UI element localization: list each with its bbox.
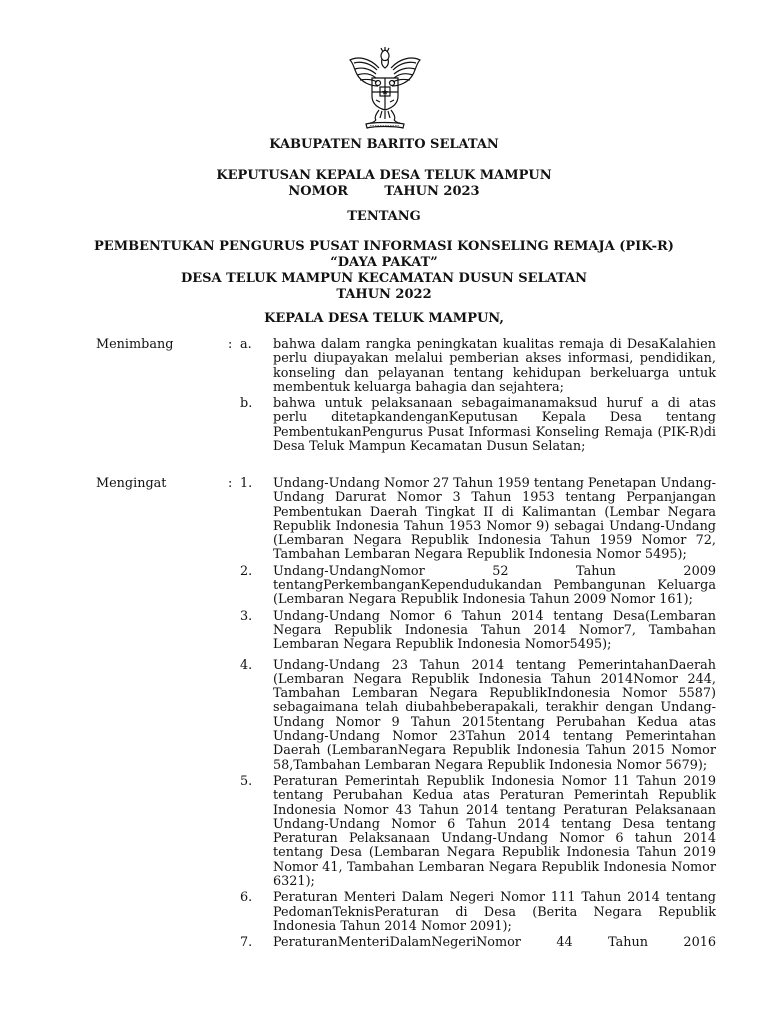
garuda-emblem-icon bbox=[346, 46, 424, 132]
mengingat-item-1 bbox=[96, 477, 716, 563]
menimbang-item-b bbox=[96, 397, 716, 454]
item-marker: 6. bbox=[240, 890, 253, 906]
mengingat-item-7 bbox=[96, 936, 716, 950]
mengingat-colon: : bbox=[228, 476, 233, 491]
decree-heading bbox=[0, 168, 768, 200]
item-marker: 1. bbox=[240, 476, 253, 491]
subject-line-4: TAHUN 2022 bbox=[336, 287, 432, 302]
menimbang-colon: : bbox=[228, 337, 233, 352]
mengingat-item-2 bbox=[96, 565, 716, 608]
item-text: Peraturan Menteri Dalam Negeri Nomor 111 Tahun 2014 tentang PedomanTeknisPeraturan di Desa (Berita Negara Republik Indonesia Tahun 2014 Nomor 2091); bbox=[273, 890, 716, 934]
subject-line-1: PEMBENTUKAN PENGURUS PUSAT INFORMASI KONSELING REMAJA (PIK-R) bbox=[94, 239, 674, 254]
item-text: Peraturan Pemerintah Republik Indonesia Nomor 11 Tahun 2019 tentang Perubahan Kedua atas Peraturan Pemerintah Republik Indonesia Nomor 43 Tahun 2014 tentang Peraturan Pelaksanaan Undang-Undang Nomor 6 Tahun 2014 tentang Desa tentang Peraturan Pelaksanaan Undang-Undang Nomor 6 tahun 2014 tentang Desa (Lembaran Negara Republik Indonesia Tahun 2019 Nomor 41, Tambahan Lembaran Negara Republik Indonesia Nomor 6321); bbox=[273, 773, 716, 890]
item-marker: 3. bbox=[240, 608, 253, 624]
item-marker: a. bbox=[240, 337, 252, 352]
mengingat-item-5 bbox=[96, 775, 716, 889]
mengingat-section bbox=[96, 477, 716, 953]
subject-line-2: “DAYA PAKAT” bbox=[330, 255, 438, 270]
mengingat-item-6 bbox=[96, 891, 716, 934]
menimbang-label: Menimbang bbox=[96, 337, 174, 352]
menimbang-item-a bbox=[96, 338, 716, 395]
menimbang-section bbox=[96, 338, 716, 456]
item-marker: 4. bbox=[240, 657, 253, 673]
decree-title: KEPUTUSAN KEPALA DESA TELUK MAMPUN bbox=[216, 168, 552, 183]
mengingat-item-4 bbox=[96, 659, 716, 773]
item-text: bahwa untuk pelaksanaan sebagaimanamaksud huruf a di atas perlu ditetapkandenganKeputusan Kepala Desa tentang PembentukanPengurus Pusat Informasi Konseling Remaja (PIK-R)di Desa Teluk Mampun Kecamatan Dusun Selatan; bbox=[273, 396, 716, 455]
item-text: Undang-Undang 23 Tahun 2014 tentang PemerintahanDaerah (Lembaran Negara Republik Indonesia Tahun 2014Nomor 244, Tambahan Lembaran Negara RepublikIndonesia Nomor 5587) sebagaimana telah diubahbeberapakali, terakhir dengan Undang-Undang Nomor 9 Tahun 2015tentang Perubahan Kedua atas Undang-Undang Nomor 23Tahun 2014 tentang Pemerintahan Daerah (LembaranNegara Republik Indonesia Tahun 2015 Nomor 58,Tambahan Lembaran Negara Republik Indonesia Nomor 5679); bbox=[273, 657, 716, 773]
item-text: PeraturanMenteriDalamNegeriNomor 44 Tahun 2016 bbox=[273, 935, 716, 951]
subject-heading bbox=[0, 239, 768, 303]
decree-number: NOMOR TAHUN 2023 bbox=[288, 184, 480, 199]
mengingat-label: Mengingat bbox=[96, 476, 167, 491]
subject-line-3: DESA TELUK MAMPUN KECAMATAN DUSUN SELATAN bbox=[180, 271, 588, 286]
region-heading: KABUPATEN BARITO SELATAN bbox=[269, 137, 499, 152]
item-marker: b. bbox=[240, 396, 253, 412]
item-text: bahwa dalam rangka peningkatan kualitas remaja di DesaKalahien perlu diupayakan melalui pemberian akses informasi, pendidikan, konseling dan pelayanan tentang kehidupan berkeluarga untuk membentuk keluarga bahagia dan sejahtera; bbox=[273, 337, 716, 395]
tentang-heading: TENTANG bbox=[347, 209, 421, 224]
official-heading: KEPALA DESA TELUK MAMPUN, bbox=[264, 311, 504, 326]
item-text: Undang-Undang Nomor 27 Tahun 1959 tentang Penetapan Undang-Undang Darurat Nomor 3 Tahun 1953 tentang Perpanjangan Pembentukan Daerah Tingkat II di Kalimantan (Lembar Negara Republik Indonesia Tahun 1953 Nomor 9) sebagai Undang-Undang (Lembaran Negara Republik Indonesia Tahun 1959 Nomor 72, Tambahan Lembaran Negara Republik Indonesia Nomor 5495); bbox=[273, 476, 716, 563]
item-marker: 5. bbox=[240, 773, 253, 789]
item-marker: 7. bbox=[240, 935, 253, 951]
item-text: Undang-Undang Nomor 6 Tahun 2014 tentang Desa(Lembaran Negara Republik Indonesia Tahun 2014 Nomor7, Tambahan Lembaran Negara Republik Indonesia Nomor5495); bbox=[273, 608, 716, 653]
mengingat-item-3 bbox=[96, 610, 716, 653]
item-text: Undang-UndangNomor 52 Tahun 2009 tentangPerkembanganKependudukandan Pembangunan Keluarga (Lembaran Negara Republik Indonesia Tahun 2009 Nomor 161); bbox=[273, 563, 716, 608]
item-marker: 2. bbox=[240, 563, 253, 579]
